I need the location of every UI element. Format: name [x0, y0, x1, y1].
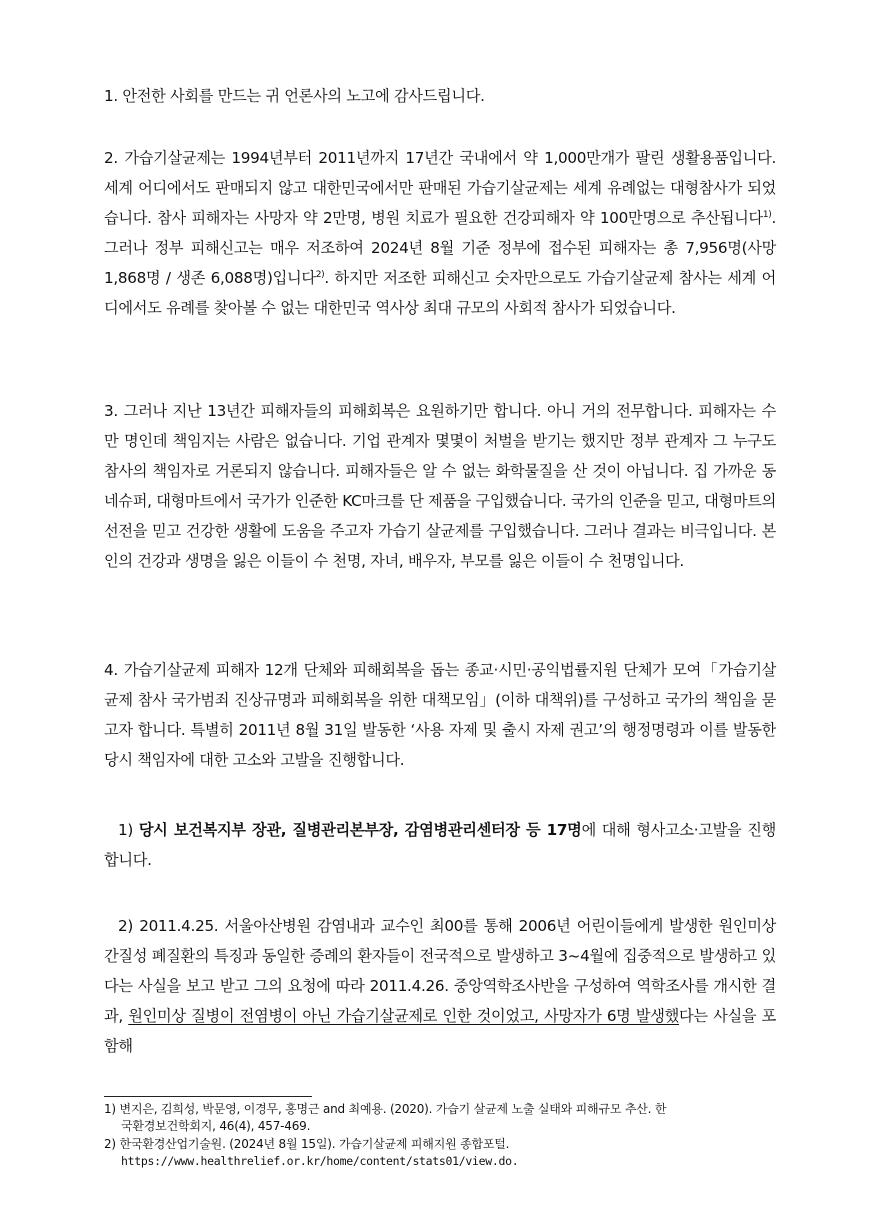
- footnote-divider: [104, 1096, 312, 1097]
- paragraph-5-text: 에 대해 형사고소·고발을 진행합니다.: [104, 821, 776, 869]
- paragraph-4-text: 4. 가습기살균제 피해자 12개 단체와 피해회복을 돕는 종교·시민·공익법률지원 단체가 모여「가습기살균제 참사 국가범죄 진상규명과 피해회복을 위한 대책모임」(이하 대책위)를 구성하고 국가의 책임을 묻고자 합니다. 특별히 2011년 8월 31일 발동한 ‘사용 자제 및 출시 자제 권고’의 행정명령과 이를 발동한 당시 책임자에 대한 고소와 고발을 진행합니다.: [104, 661, 776, 769]
- footnote-1-number: 1): [104, 1102, 116, 1116]
- paragraph-5-bold-text: 당시 보건복지부 장관, 질병관리본부장, 감염병관리센터장 등 17명: [138, 821, 582, 839]
- footnote-1: [104, 1101, 780, 1135]
- footnote-2-link[interactable]: https://www.healthrelief.or.kr/home/content/stats01/view.do.: [121, 1154, 519, 1168]
- paragraph-2-text-c: . 하지만 저조한 피해신고 숫자만으로도 가습기살균제 참사는 세계 어디에서도 유례를 찾아볼 수 없는 대한민국 역사상 최대 규모의 사회적 참사가 되었습니다.: [104, 269, 776, 317]
- paragraph-2-text-a: 2. 가습기살균제는 1994년부터 2011년까지 17년간 국내에서 약 1,000만개가 팔린 생활용품입니다. 세계 어디에서도 판매되지 않고 대한민국에서만 판매된 가습기살균제는 세계 유례없는 대형참사가 되었습니다. 참사 피해자는 사망자 약 2만명, 병원 치료가 필요한 건강피해자 약 100만명으로 추산됩니다: [104, 149, 776, 227]
- footnote-2-text: 한국환경산업기술원. (2024년 8월 15일). 가습기살균제 피해지원 종합포털.: [119, 1137, 510, 1151]
- footnote-ref-1[interactable]: 1): [762, 209, 772, 220]
- paragraph-2: [104, 143, 776, 323]
- paragraph-1: [104, 81, 776, 111]
- footnote-2: [104, 1136, 780, 1170]
- paragraph-5: [104, 815, 776, 875]
- paragraph-3-text: 3. 그러나 지난 13년간 피해자들의 피해회복은 요원하기만 합니다. 아니 거의 전무합니다. 피해자는 수 만 명인데 책임지는 사람은 없습니다. 기업 관계자 몇몇이 처벌을 받기는 했지만 정부 관계자 그 누구도 참사의 책임자로 거론되지 않습니다. 피해자들은 알 수 없는 화학물질을 산 것이 아닙니다. 집 가까운 동네슈퍼, 대형마트에서 국가가 인준한 KC마크를 단 제품을 구입했습니다. 국가의 인준을 믿고, 대형마트의 선전을 믿고 건강한 생활에 도움을 주고자 가습기 살균제를 구입했습니다. 그러나 결과는 비극입니다. 본인의 건강과 생명을 잃은 이들이 수 천명, 자녀, 배우자, 부모를 잃은 이들이 수 천명입니다.: [104, 402, 776, 570]
- paragraph-6-underlined-text: 원인미상 질병이 전염병이 아닌 가습기살균제로 인한 것이었고, 사망자가 6명 발생했: [128, 1007, 680, 1025]
- paragraph-3: [104, 396, 776, 576]
- paragraph-2-text-b: . 그러나 정부 피해신고는 매우 저조하여 2024년 8월 기준 정부에 접수된 피해자는 총 7,956명(사망 1,868명 / 생존 6,088명)입니다: [104, 209, 776, 287]
- footnote-1-text: 변지은, 김희성, 박문영, 이경무, 홍명근 and 최예용. (2020). 가습기 살균제 노출 실태와 피해규모 추산. 한: [119, 1102, 667, 1116]
- paragraph-6: [104, 911, 776, 1061]
- paragraph-5-number: 1): [118, 821, 139, 839]
- paragraph-6-text-b: 다는 사실을 포함해: [104, 1007, 776, 1055]
- paragraph-4: [104, 655, 776, 775]
- paragraph-1-text: 1. 안전한 사회를 만드는 귀 언론사의 노고에 감사드립니다.: [104, 87, 485, 105]
- footnote-2-number: 2): [104, 1137, 116, 1151]
- paragraph-6-text-a: 2) 2011.4.25. 서울아산병원 감염내과 교수인 최00를 통해 2006년 어린이들에게 발생한 원인미상 간질성 폐질환의 특징과 동일한 증례의 환자들이 전국적으로 발생하고 3~4월에 집중적으로 발생하고 있다는 사실을 보고 받고 그의 요청에 따라 2011.4.26. 중앙역학조사반을 구성하여 역학조사를 개시한 결과,: [104, 917, 776, 1025]
- footnote-ref-2[interactable]: 2): [315, 269, 325, 280]
- footnote-1-text-cont: 국환경보건학회지, 46(4), 457-469.: [121, 1119, 311, 1133]
